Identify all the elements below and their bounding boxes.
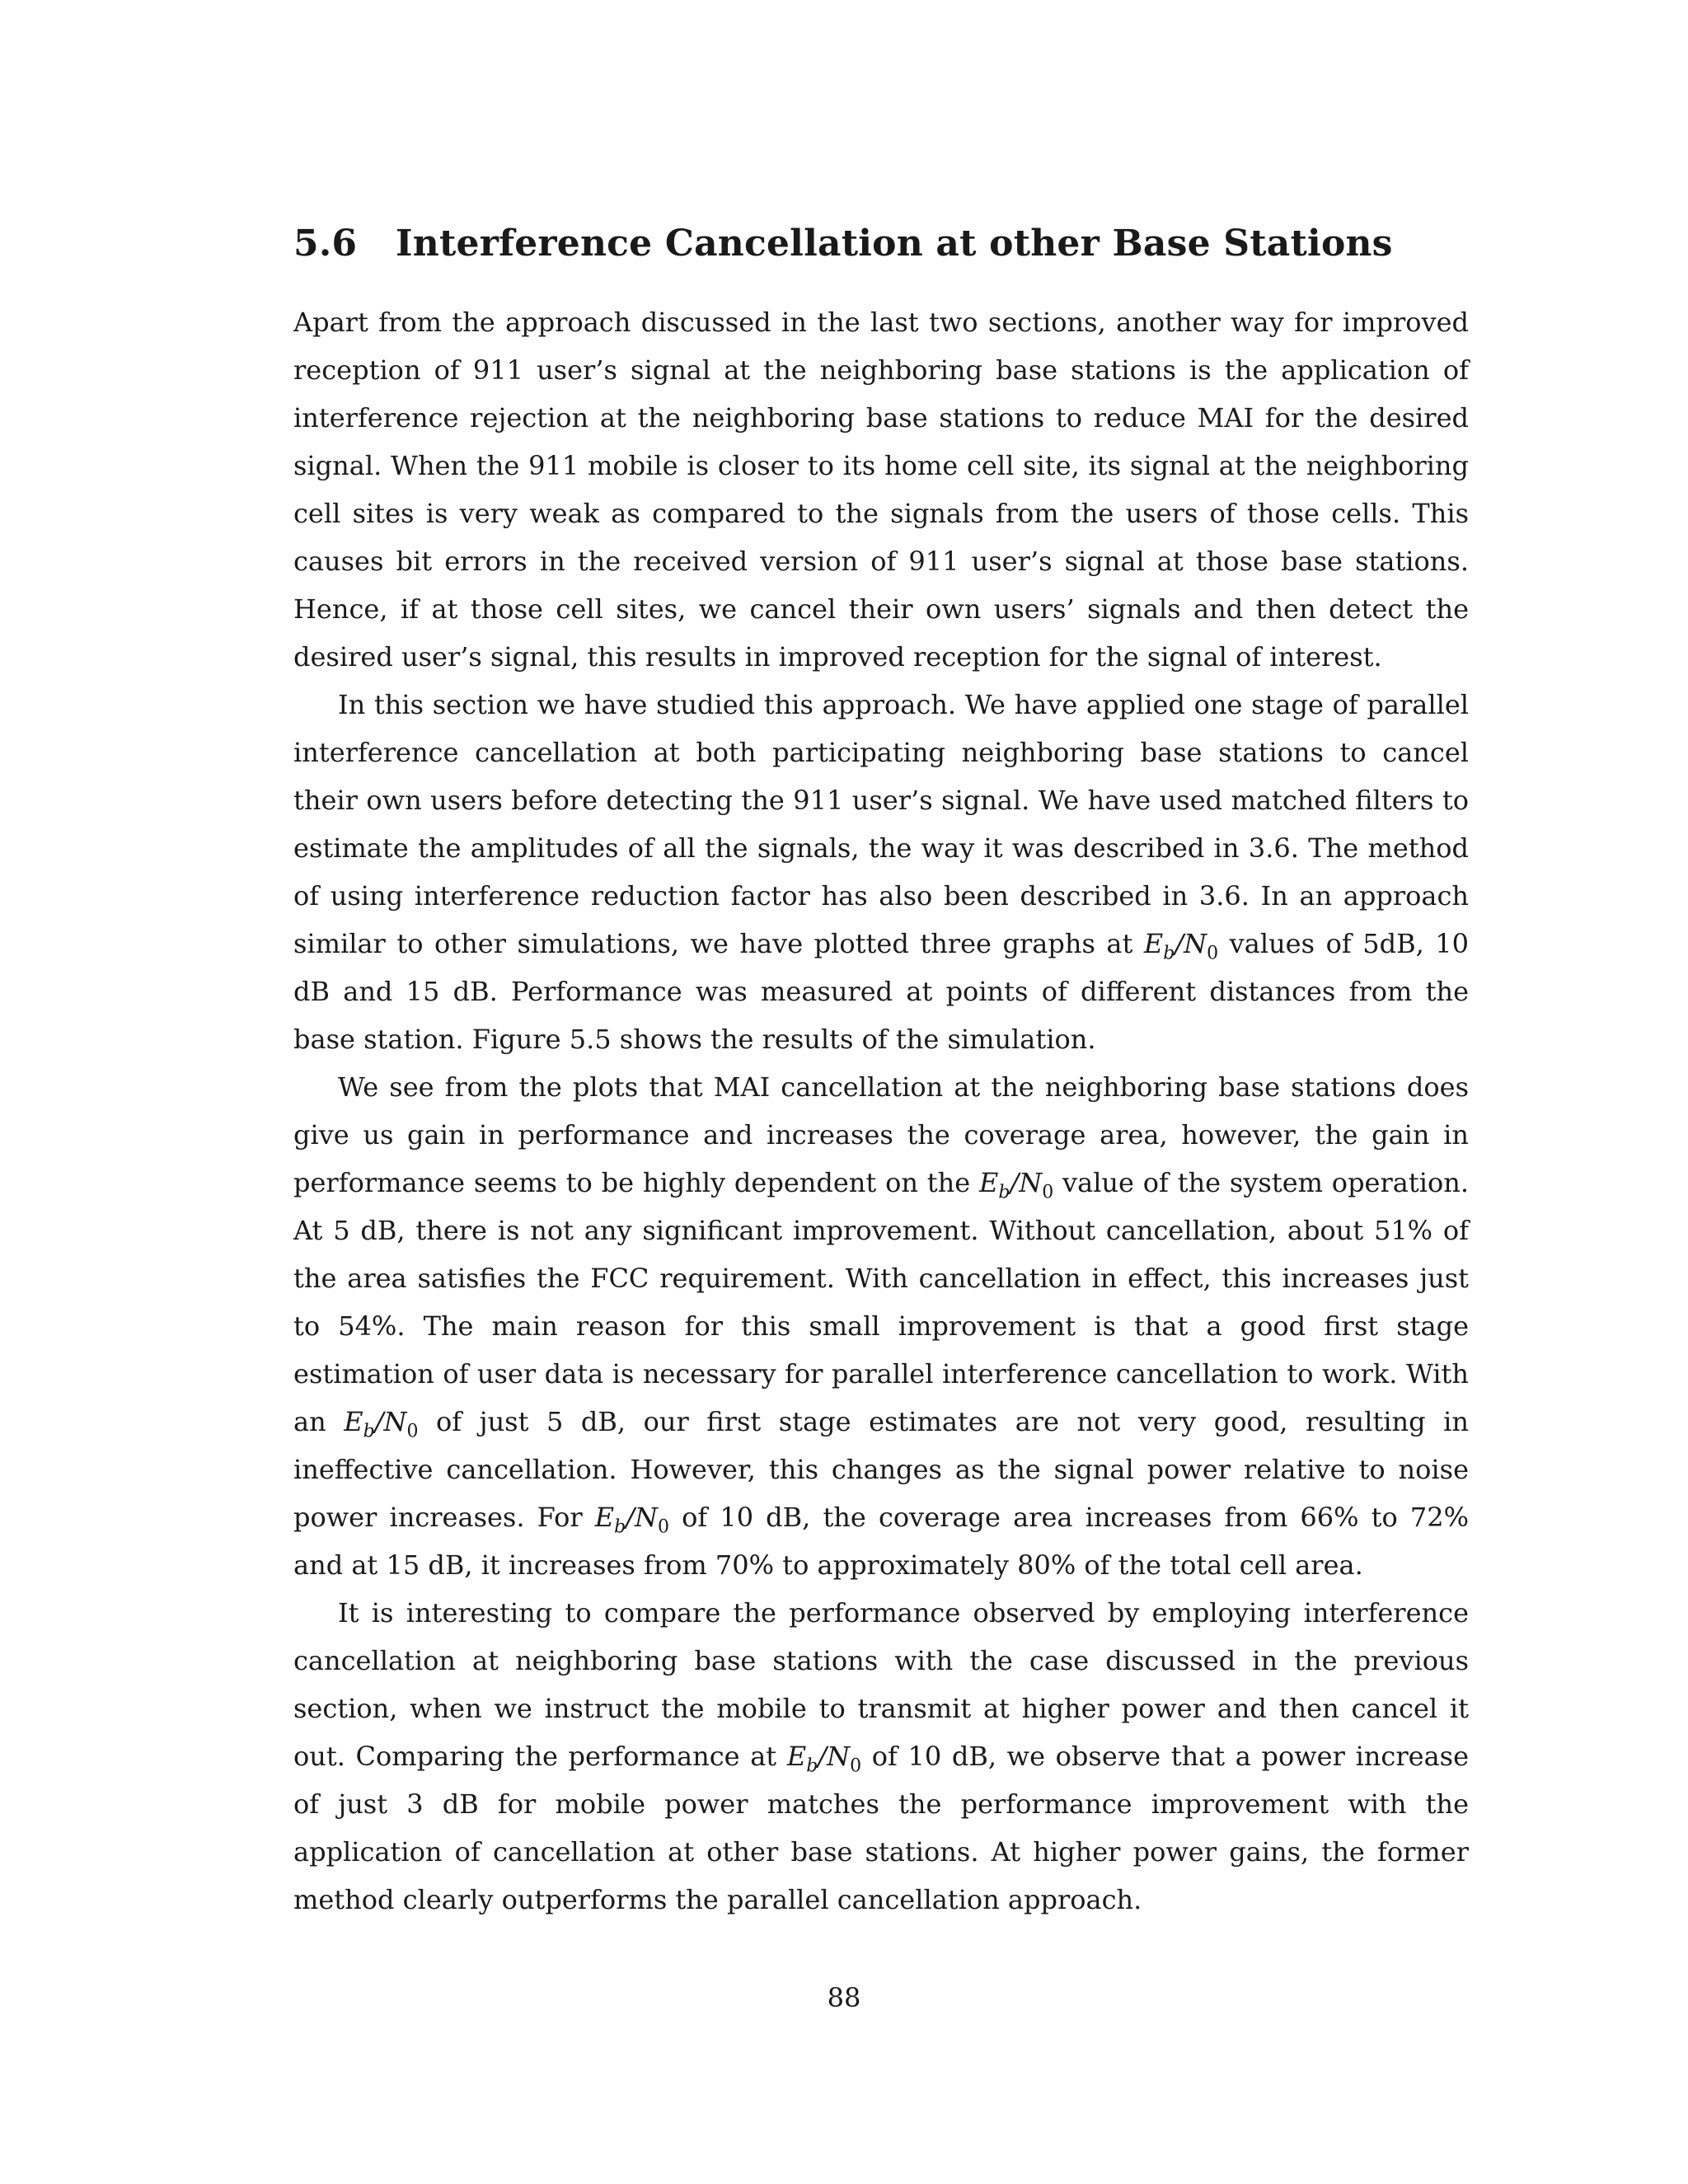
paragraph-3-text-b: value of the system operation. At 5 dB, there is not any significant improvement. Without cancellation, about 51% of the area satisfies the FCC requirement. With cancellation in effect, this increases just to 54%. The main reason for this small improvement is that a good first stage estimation of user data is necessary for parallel interference cancellation to work. With an xyxy=(293,1167,1470,1437)
paragraph-4 xyxy=(293,1589,1469,1924)
body-text xyxy=(293,298,1469,1924)
math-sub-b: b xyxy=(1163,943,1175,964)
math-sub-zero: 0 xyxy=(406,1421,419,1442)
math-sub-b: b xyxy=(614,1516,626,1538)
page-number: 88 xyxy=(827,1982,861,2013)
section-heading xyxy=(293,223,1469,265)
math-sub-zero: 0 xyxy=(1207,943,1219,964)
paragraph-3-text-c: of just 5 dB, our first stage estimates are not very good, resulting in ineffective cancellation. However, this changes as the signal power relative to noise power increases. For xyxy=(293,1406,1470,1533)
section-title: Interference Cancellation at other Base Stations xyxy=(396,223,1393,265)
paragraph-3-text-d: of 10 dB, the coverage area increases from 66% to 72% and at 15 dB, it increases from 70% to approximately 80% of the total cell area. xyxy=(293,1502,1470,1581)
eb-n0-symbol xyxy=(979,1167,1054,1203)
paragraph-2-text-a: In this section we have studied this approach. We have applied one stage of parallel interference cancellation at both participating neighboring base stations to cancel their own users before detecting the 911 user’s signal. We have used matched filters to estimate the amplitudes of all the signals, the way it was described in 3.6. The method of using interference reduction factor has also been described in 3.6. In an approach similar to other simulations, we have plotted three graphs at xyxy=(293,689,1469,959)
paragraph-2 xyxy=(293,681,1469,1063)
math-sub-b: b xyxy=(998,1182,1010,1203)
math-e: E xyxy=(979,1167,999,1198)
paragraph-4-text-a: It is interesting to compare the performance observed by employing interference cancellation at neighboring base stations with the case discussed in the previous section, when we instruct the mobile to transmit at higher power and then cancel it out. Comparing the performance at xyxy=(293,1597,1469,1772)
math-slash-n: /N xyxy=(1175,928,1207,959)
math-e: E xyxy=(786,1741,807,1772)
math-sub-b: b xyxy=(806,1755,818,1777)
paragraph-4-text-b: of 10 dB, we observe that a power increase of just 3 dB for mobile power matches the performance improvement with the application of cancellation at other base stations. At higher power gains, the former method clearly outperforms the parallel cancellation approach. xyxy=(293,1741,1470,1915)
math-slash-n: /N xyxy=(818,1741,851,1772)
math-slash-n: /N xyxy=(374,1406,407,1437)
paragraph-1: Apart from the approach discussed in the last two sections, another way for improved reception of 911 user’s signal at the neighboring base stations is the application of interference rejection at the neighboring base stations to reduce MAI for the desired signal. When the 911 mobile is closer to its home cell site, its signal at the neighboring cell sites is very weak as compared to the signals from the users of those cells. This causes bit errors in the received version of 911 user’s signal at those base stations. Hence, if at those cell sites, we cancel their own users’ signals and then detect the desired user’s signal, this results in improved reception for the signal of interest. xyxy=(293,307,1469,673)
paragraph-3-text-a: We see from the plots that MAI cancellation at the neighboring base stations does give us gain in performance and increases the coverage area, however, the gain in performance seems to be highly dependent on the xyxy=(293,1071,1469,1198)
math-e: E xyxy=(344,1406,363,1437)
paragraph-3 xyxy=(293,1063,1469,1589)
paragraph-2-text-b: values of 5dB, 10 dB and 15 dB. Performance was measured at points of different distances from the base station. Figure 5.5 shows the results of the simulation. xyxy=(293,928,1470,1055)
eb-n0-symbol xyxy=(344,1406,419,1442)
math-sub-b: b xyxy=(363,1421,375,1442)
math-slash-n: /N xyxy=(626,1502,658,1533)
math-slash-n: /N xyxy=(1010,1167,1043,1198)
eb-n0-symbol xyxy=(594,1502,669,1538)
math-sub-zero: 0 xyxy=(658,1516,669,1538)
math-e: E xyxy=(1143,928,1164,959)
math-sub-zero: 0 xyxy=(1042,1182,1054,1203)
eb-n0-symbol xyxy=(786,1741,862,1777)
section-number: 5.6 xyxy=(293,223,358,265)
page-content xyxy=(293,223,1469,1924)
math-sub-zero: 0 xyxy=(850,1755,862,1777)
eb-n0-symbol xyxy=(1143,928,1219,964)
math-e: E xyxy=(594,1502,615,1533)
